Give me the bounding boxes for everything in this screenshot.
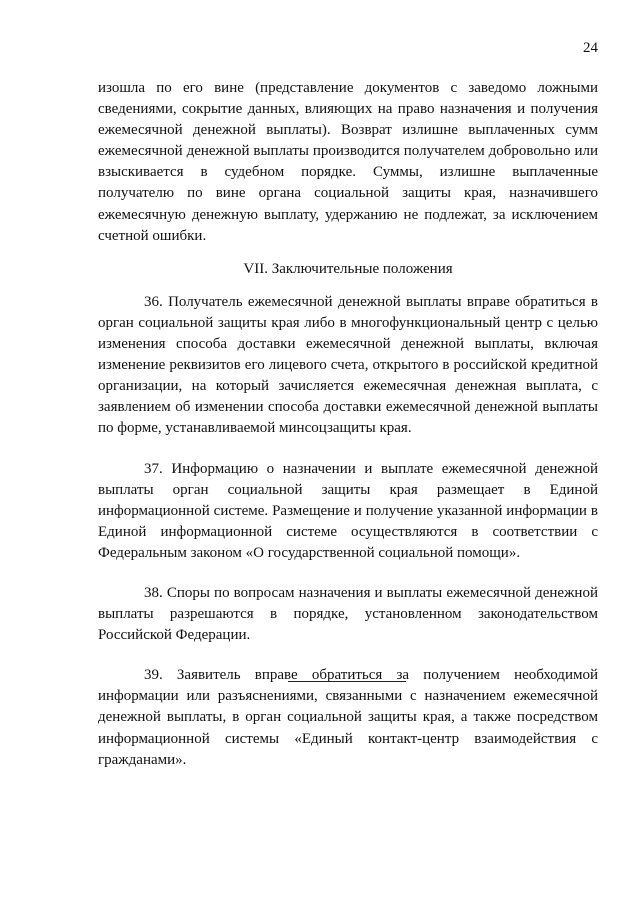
clause-36: 36. Получатель ежемесячной денежной выплаты вправе обратиться в орган социальной защиты края либо в многофункциональный центр с целью изменения способа доставки ежемесячной денежной выплаты, включая изменение реквизитов его лицевого счета, открытого в российской кредитной организации, на который зачисляется ежемесячная денежная выплата, с заявлением об изменении способа доставки ежемесячной денежной выплаты по форме, устанавливаемой минсоцзащиты края.: [98, 293, 598, 437]
clause-39: 39. Заявитель вправе обратиться за получением необходимой информации или разъяснениями, связанными с назначением ежемесячной денежной выплаты, в орган социальной защиты края, а также посредством информационной системы «Единый контакт-центр взаимодействия с гражданами».: [98, 667, 598, 768]
clause-38: 38. Споры по вопросам назначения и выплаты ежемесячной денежной выплаты разрешаются в порядке, установленном законодательством Российской Федерации.: [98, 584, 598, 644]
page-number: 24: [583, 40, 598, 56]
intro-paragraph: изошла по его вине (представление документов с заведомо ложными сведениями, сокрытие данных, влияющих на право назначения и получения ежемесячной денежной выплаты). Возврат излишне выплаченных сумм ежемесячной денежной выплаты производится получателем добровольно или взыскивается в судебном порядке. Суммы, излишне выплаченные получателю по вине органа социальной защиты края, назначившего ежемесячную денежную выплату, удержанию не подлежат, за исключением счетной ошибки.: [98, 80, 598, 244]
end-divider: [288, 681, 406, 682]
clause-37: 37. Информацию о назначении и выплате ежемесячной денежной выплаты орган социальной защиты края размещает в Единой информационной системе. Размещение и получение указанной информации в Единой информационной системе осуществляются в соответствии с Федеральным законом «О государственной социальной помощи».: [98, 460, 598, 561]
section-heading: VII. Заключительные положения: [243, 260, 453, 277]
document-body: [98, 78, 598, 771]
